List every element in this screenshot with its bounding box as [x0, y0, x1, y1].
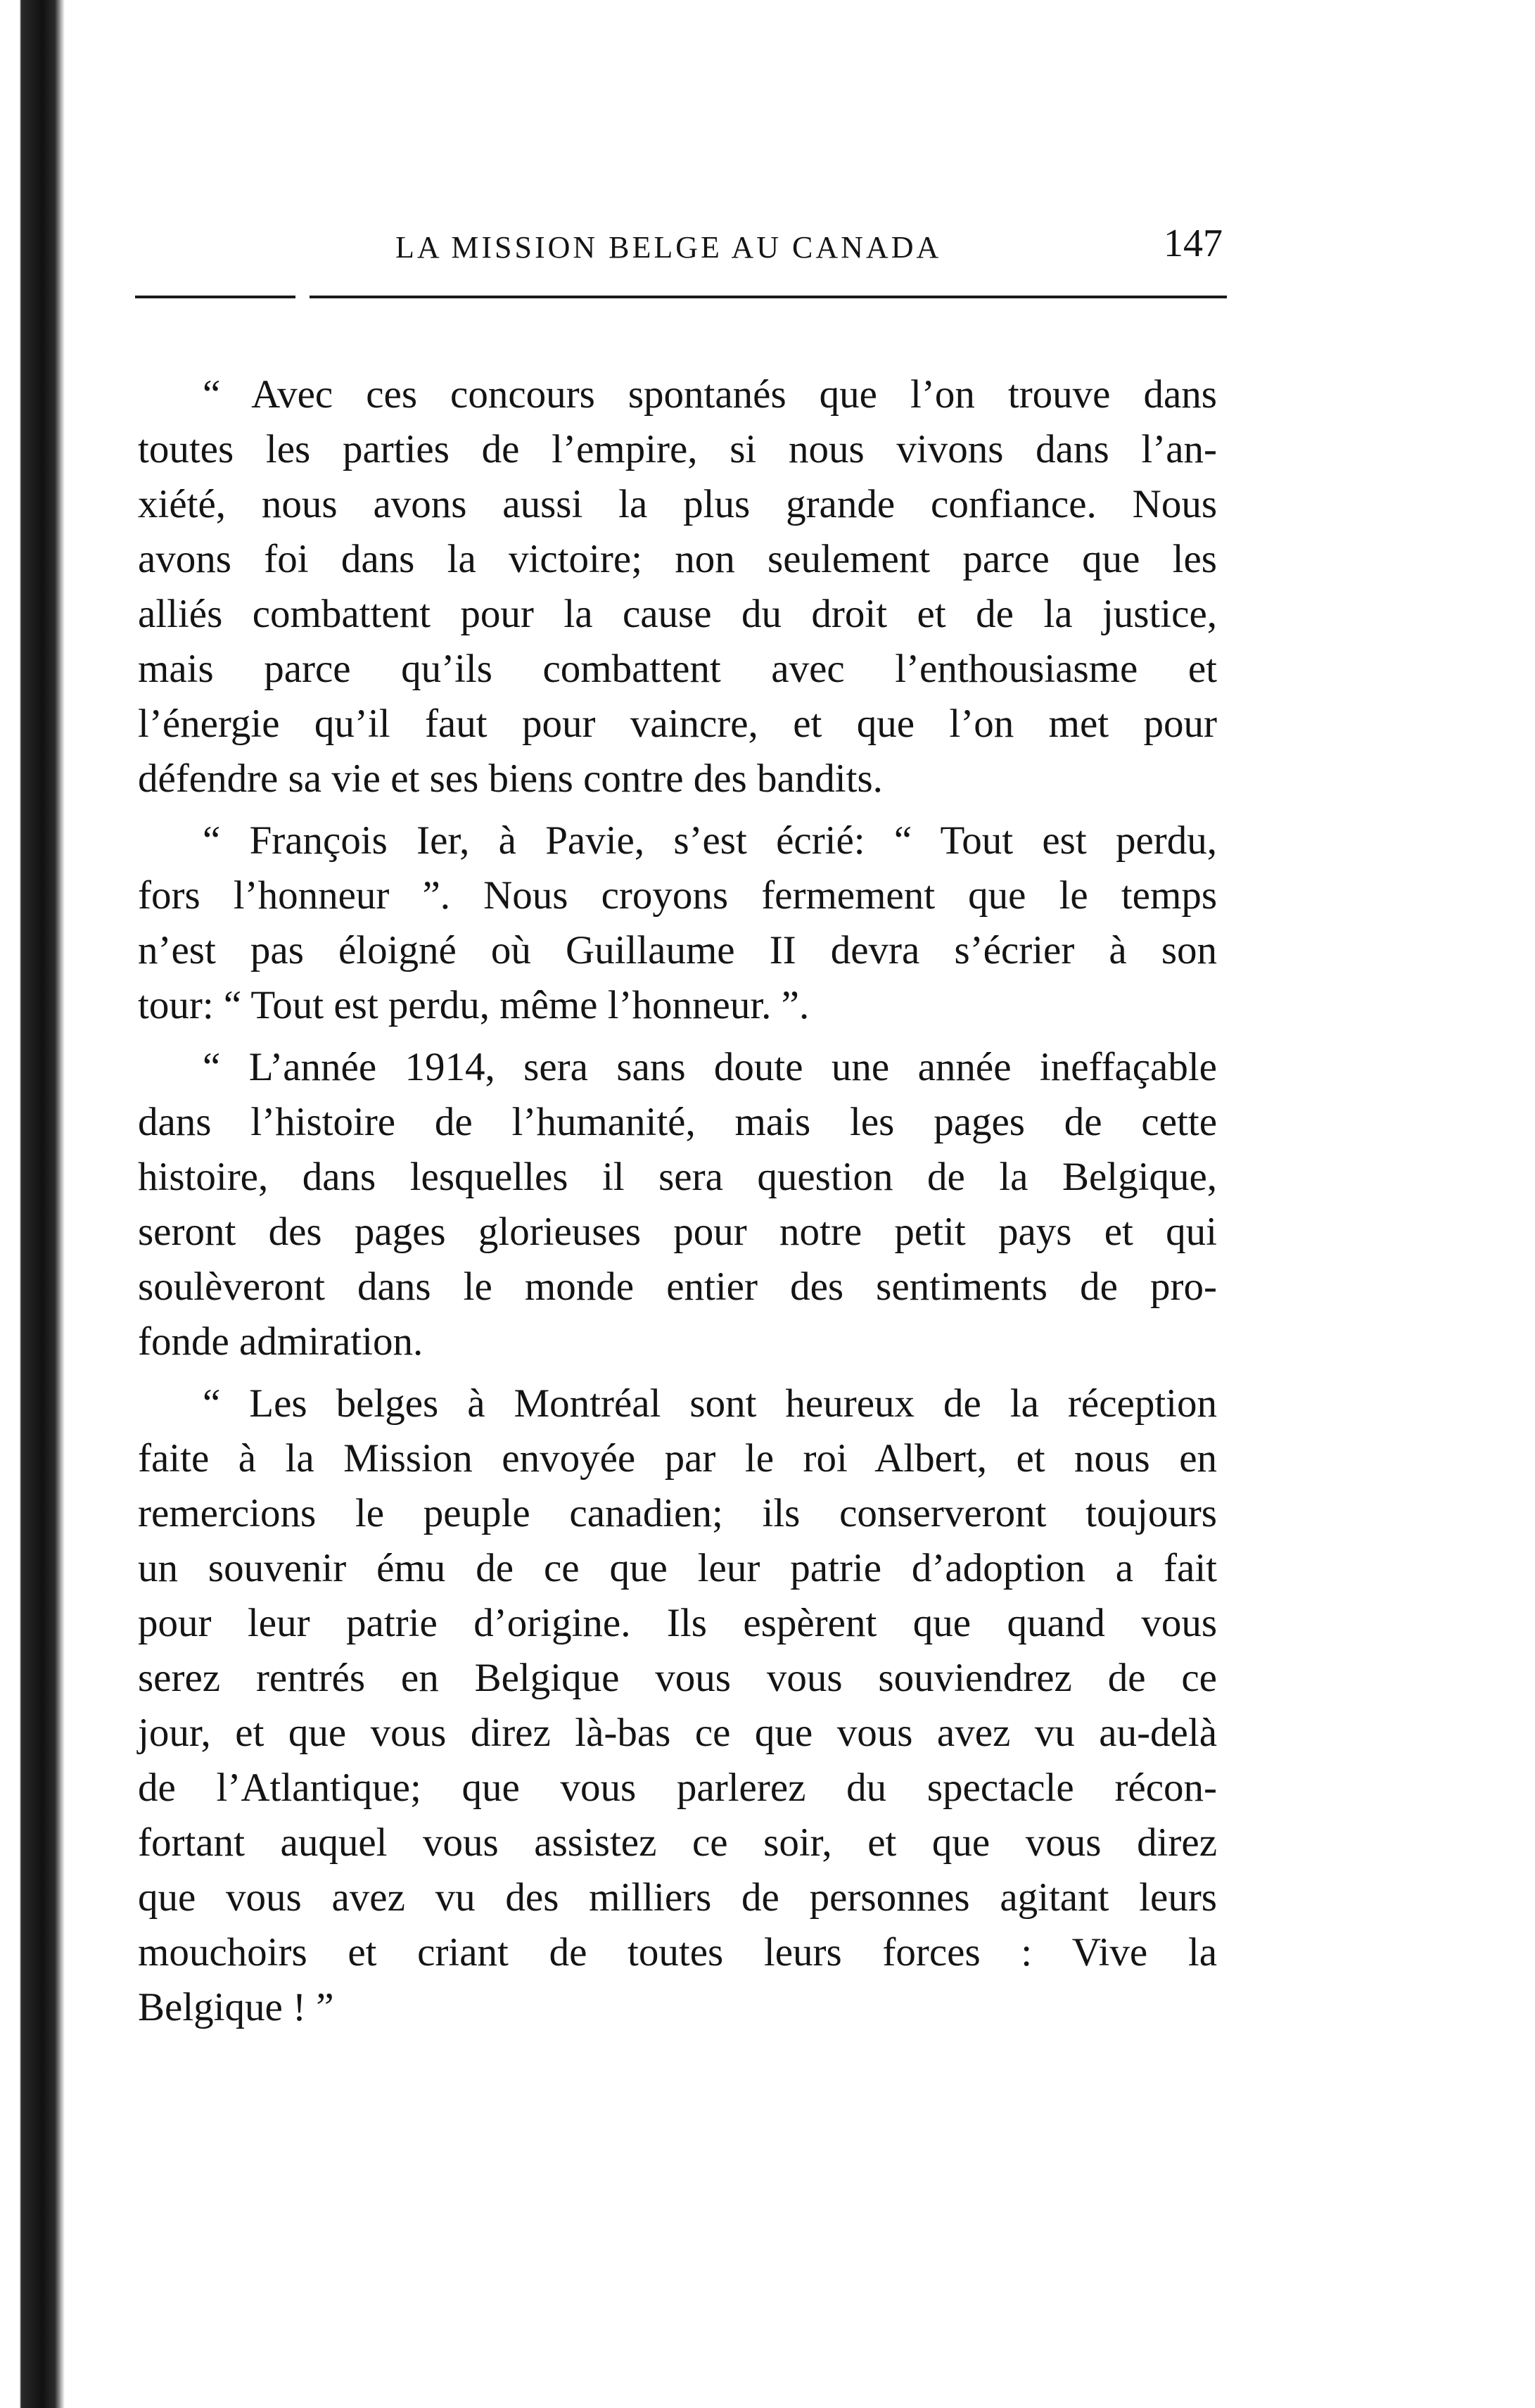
text-line: “ Avec ces concours spontanés que l’on trouve dans: [203, 372, 1217, 417]
running-title: LA MISSION BELGE AU CANADA: [395, 230, 942, 265]
text-line: fortant auquel vous assistez ce soir, et que vous direz: [138, 1820, 1217, 1865]
paragraph: [138, 1376, 1217, 2035]
text-line: avons foi dans la victoire; non seulement parce que les: [138, 537, 1217, 581]
text-line: pour leur patrie d’origine. Ils espèrent que quand vous: [138, 1601, 1217, 1645]
text-line: n’est pas éloigné où Guillaume II devra s’écrier à son: [138, 928, 1217, 972]
header-rule-left: [135, 296, 295, 298]
text-line: “ L’année 1914, sera sans doute une année ineffaçable: [203, 1045, 1217, 1089]
text-line: dans l’histoire de l’humanité, mais les pages de cette: [138, 1100, 1217, 1144]
text-line: serez rentrés en Belgique vous vous souviendrez de ce: [138, 1656, 1217, 1700]
text-line: “ Les belges à Montréal sont heureux de la réception: [203, 1381, 1217, 1426]
text-line: histoire, dans lesquelles il sera question de la Belgique,: [138, 1155, 1217, 1199]
text-line: que vous avez vu des milliers de personnes agitant leurs: [138, 1875, 1217, 1920]
page-binding-edge: [0, 0, 65, 2408]
text-line: alliés combattent pour la cause du droit et de la justice,: [138, 592, 1217, 636]
paragraph: [138, 1040, 1217, 1369]
text-line: défendre sa vie et ses biens contre des bandits.: [138, 756, 883, 801]
text-line: faite à la Mission envoyée par le roi Albert, et nous en: [138, 1436, 1217, 1481]
text-line: soulèveront dans le monde entier des sentiments de pro-: [138, 1265, 1217, 1309]
text-line: un souvenir ému de ce que leur patrie d’adoption a fait: [138, 1546, 1217, 1590]
body-text: [138, 367, 1217, 2042]
header-rule-right: [310, 296, 1227, 298]
text-line: de l’Atlantique; que vous parlerez du spectacle récon-: [138, 1766, 1217, 1810]
text-line: remercions le peuple canadien; ils conserveront toujours: [138, 1491, 1217, 1535]
text-line: toutes les parties de l’empire, si nous vivons dans l’an-: [138, 427, 1217, 471]
page-number: 147: [1164, 222, 1223, 265]
text-line: fors l’honneur ”. Nous croyons fermement que le temps: [138, 873, 1217, 918]
text-line: Belgique ! ”: [138, 1985, 334, 2029]
paragraph: [138, 367, 1217, 806]
text-line: mais parce qu’ils combattent avec l’enthousiasme et: [138, 647, 1217, 691]
text-line: seront des pages glorieuses pour notre petit pays et qui: [138, 1210, 1217, 1254]
text-line: mouchoirs et criant de toutes leurs forces : Vive la: [138, 1930, 1217, 1975]
text-line: “ François Ier, à Pavie, s’est écrié: “ Tout est perdu,: [203, 818, 1217, 863]
text-line: fonde admiration.: [138, 1319, 423, 1364]
paragraph: [138, 813, 1217, 1033]
text-line: tour: “ Tout est perdu, même l’honneur. ”.: [138, 983, 810, 1027]
page-header: [135, 224, 1227, 280]
text-line: xiété, nous avons aussi la plus grande confiance. Nous: [138, 482, 1217, 526]
text-line: jour, et que vous direz là-bas ce que vous avez vu au-delà: [138, 1711, 1217, 1755]
text-line: l’énergie qu’il faut pour vaincre, et que l’on met pour: [138, 702, 1217, 746]
